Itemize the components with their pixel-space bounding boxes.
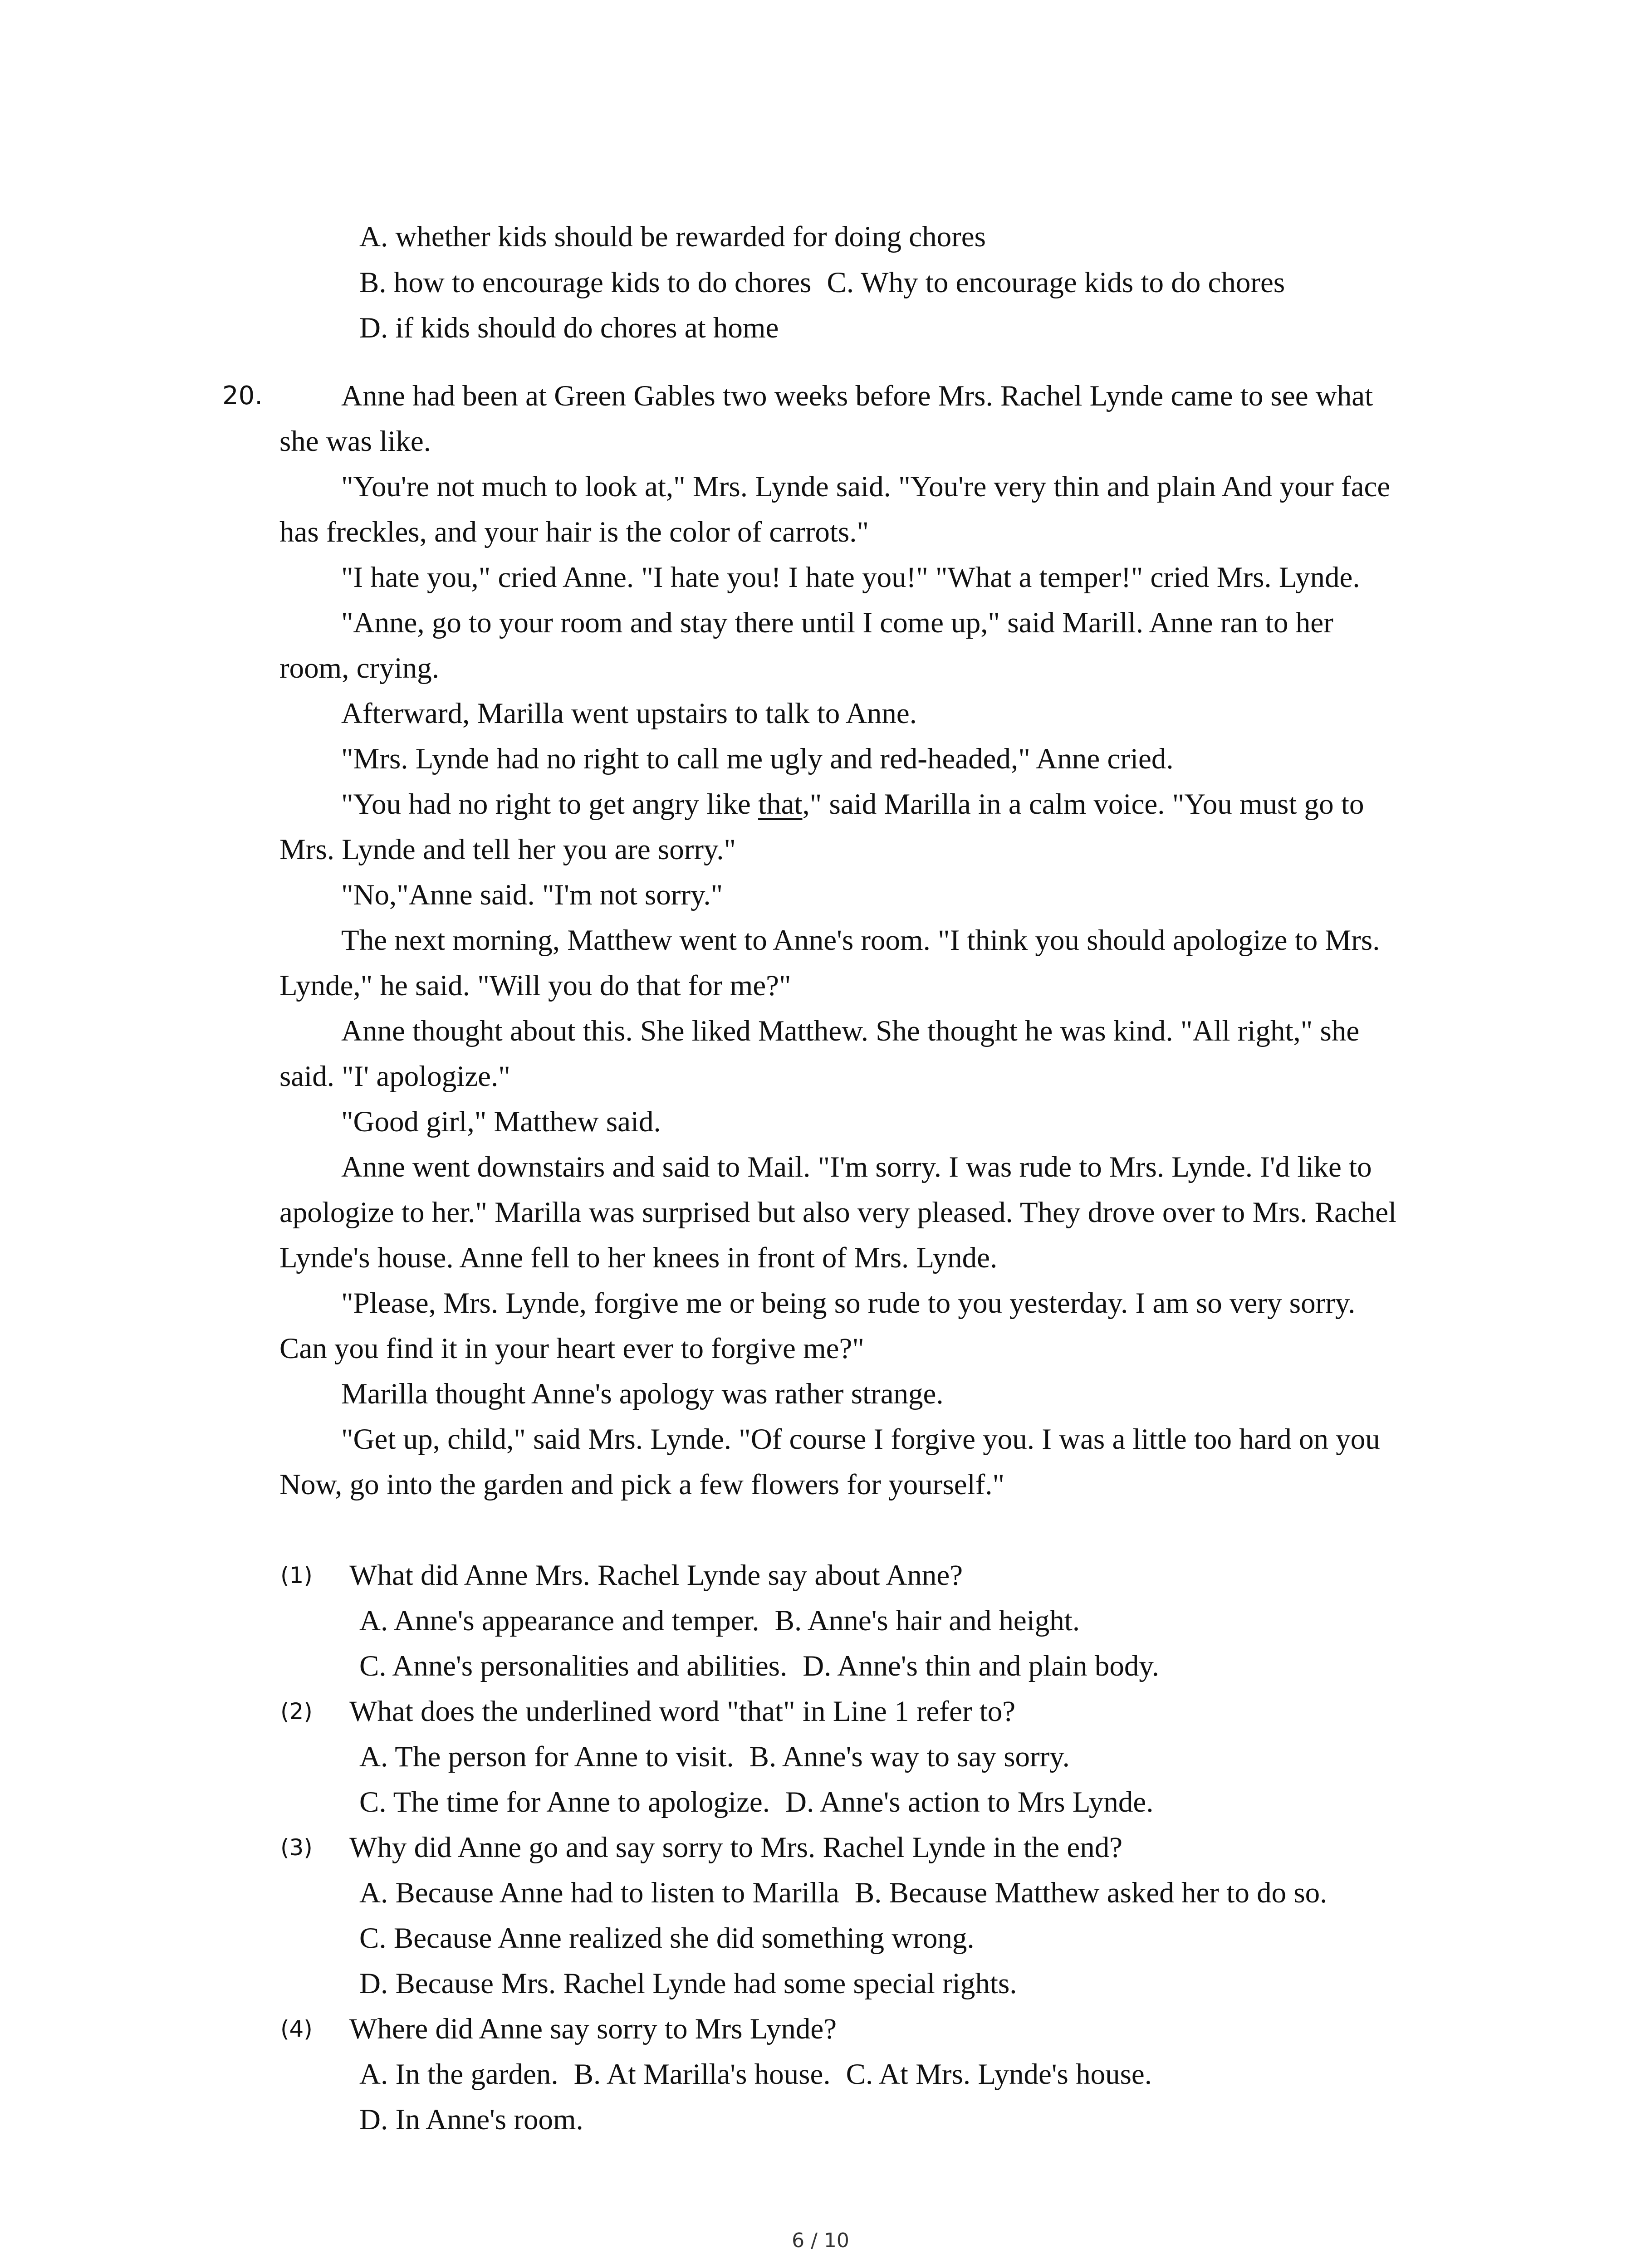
q19-option-c: C. Why to encourage kids to do chores [827, 266, 1285, 299]
subquestion-number: (4) [280, 2016, 313, 2042]
page-number: 6 / 10 [792, 2229, 849, 2252]
q19-option-a: A. whether kids should be rewarded for doing chores [359, 220, 986, 253]
passage-line: "I hate you," cried Anne. "I hate you! I hate you!" "What a temper!" cried Mrs. Lynde. [341, 561, 1360, 594]
option-c: C. The time for Anne to apologize. [359, 1786, 770, 1818]
subquestion-text: What does the underlined word "that" in Line 1 refer to? [349, 1695, 1016, 1728]
option-c: C. Because Anne realized she did something wrong. [359, 1922, 975, 1955]
passage-line: "Anne, go to your room and stay there until I come up," said Marill. Anne ran to her [341, 606, 1333, 639]
subquestion-text: What did Anne Mrs. Rachel Lynde say about Anne? [349, 1559, 963, 1592]
passage-line: Lynde's house. Anne fell to her knees in front of Mrs. Lynde. [279, 1242, 998, 1274]
passage-line: Lynde," he said. "Will you do that for me?" [279, 969, 791, 1002]
passage-line: "Good girl," Matthew said. [341, 1105, 661, 1138]
passage-line: "Please, Mrs. Lynde, forgive me or being so rude to you yesterday. I am so very sorry. [341, 1287, 1356, 1320]
option-a: A. Because Anne had to listen to Marilla [359, 1877, 839, 1909]
option-d: D. Anne's action to Mrs Lynde. [785, 1786, 1154, 1818]
passage-line: room, crying. [279, 652, 440, 684]
option-d: D. Because Mrs. Rachel Lynde had some special rights. [359, 1967, 1017, 2000]
q19-option-d: D. if kids should do chores at home [359, 312, 779, 344]
passage-line: "You're not much to look at," Mrs. Lynde said. "You're very thin and plain And your face [341, 470, 1391, 503]
passage-line: said. "I' apologize." [279, 1060, 510, 1093]
underlined-word: that [758, 788, 803, 821]
passage-line: "Get up, child," said Mrs. Lynde. "Of course I forgive you. I was a little too hard on you [341, 1423, 1380, 1456]
subquestion-text: Why did Anne go and say sorry to Mrs. Rachel Lynde in the end? [349, 1831, 1123, 1864]
option-row [359, 1784, 1153, 1820]
option-row [359, 1648, 1159, 1684]
passage-line: The next morning, Matthew went to Anne's room. "I think you should apologize to Mrs. [341, 924, 1380, 957]
q19-options-b-c [359, 264, 1285, 301]
subquestion-number: (3) [280, 1834, 313, 1861]
passage-line: apologize to her." Marilla was surprised but also very pleased. They drove over to Mrs. Rachel [279, 1196, 1397, 1229]
subquestion-number: (1) [280, 1562, 313, 1589]
option-c: C. At Mrs. Lynde's house. [846, 2058, 1152, 2091]
option-d: D. In Anne's room. [359, 2103, 583, 2136]
option-b: B. Anne's way to say sorry. [749, 1740, 1070, 1773]
option-b: B. Because Matthew asked her to do so. [854, 1877, 1327, 1909]
passage-line: Marilla thought Anne's apology was rather strange. [341, 1378, 944, 1410]
passage-text: ," said Marilla in a calm voice. "You must go to [802, 788, 1364, 821]
option-b: B. At Marilla's house. [573, 2058, 831, 2091]
passage-text: "You had no right to get angry like [341, 788, 759, 821]
question-number: 20. [222, 381, 263, 411]
subquestion-number: (2) [280, 1698, 313, 1725]
option-c: C. Anne's personalities and abilities. [359, 1650, 788, 1682]
passage-line: Anne had been at Green Gables two weeks before Mrs. Rachel Lynde came to see what [341, 380, 1373, 412]
passage-line: Now, go into the garden and pick a few flowers for yourself." [279, 1468, 1005, 1501]
option-row [359, 2056, 1152, 2092]
passage-line: has freckles, and your hair is the color of carrots." [279, 516, 869, 548]
passage-line: Afterward, Marilla went upstairs to talk to Anne. [341, 697, 917, 730]
option-a: A. The person for Anne to visit. [359, 1740, 734, 1773]
subquestion-text: Where did Anne say sorry to Mrs Lynde? [349, 2013, 837, 2045]
passage-line: Anne went downstairs and said to Mail. "I'm sorry. I was rude to Mrs. Lynde. I'd like to [341, 1151, 1372, 1183]
passage-line: "No,"Anne said. "I'm not sorry." [341, 879, 723, 911]
q19-option-b: B. how to encourage kids to do chores [359, 266, 812, 299]
option-row [359, 1603, 1080, 1639]
passage-line: Anne thought about this. She liked Matthew. She thought he was kind. "All right," she [341, 1015, 1360, 1047]
option-row [359, 1739, 1070, 1775]
passage-line: "Mrs. Lynde had no right to call me ugly and red-headed," Anne cried. [341, 743, 1174, 775]
option-a: A. Anne's appearance and temper. [359, 1604, 759, 1637]
option-row [359, 1875, 1327, 1911]
passage-line [341, 786, 1364, 822]
option-d: D. Anne's thin and plain body. [803, 1650, 1159, 1682]
option-a: A. In the garden. [359, 2058, 558, 2091]
option-b: B. Anne's hair and height. [774, 1604, 1080, 1637]
passage-line: Can you find it in your heart ever to forgive me?" [279, 1332, 864, 1365]
passage-line: Mrs. Lynde and tell her you are sorry." [279, 833, 736, 866]
passage-line: she was like. [279, 425, 431, 458]
